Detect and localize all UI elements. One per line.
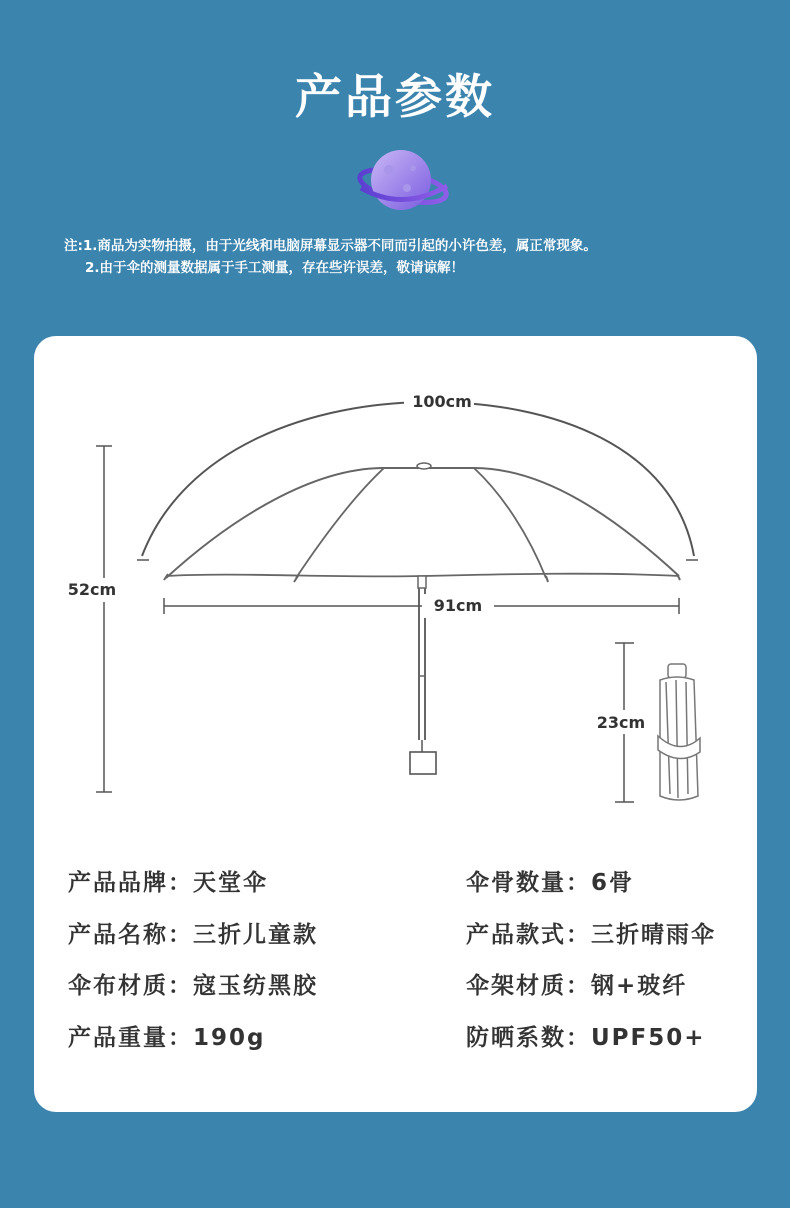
- notes: [64, 235, 764, 279]
- spec-uv: [466, 1023, 706, 1055]
- spec-fabric-label: 伞布材质：: [68, 973, 193, 999]
- spec-ribs-value: 6骨: [591, 870, 635, 896]
- spec-style: [466, 920, 716, 952]
- arc-length-label: 100cm: [412, 392, 472, 411]
- spec-weight: [68, 1023, 265, 1055]
- note-line-2: 2.由于伞的测量数据属于手工测量，存在些许误差，敬请谅解！: [85, 260, 465, 276]
- spec-uv-label: 防晒系数：: [466, 1025, 591, 1051]
- spec-name-value: 三折儿童款: [193, 922, 318, 948]
- canopy-outline: [166, 468, 679, 578]
- spec-fabric: [68, 971, 318, 1003]
- planet-icon: [355, 146, 451, 216]
- folded-length-label: 23cm: [596, 713, 646, 732]
- spec-brand-label: 产品品牌：: [68, 870, 193, 896]
- spec-style-label: 产品款式：: [466, 922, 591, 948]
- spec-brand-value: 天堂伞: [193, 870, 268, 896]
- handle: [410, 752, 436, 774]
- spec-frame-value: 钢+玻纤: [591, 973, 688, 999]
- page-title: 产品参数: [295, 70, 495, 125]
- canopy-rib-right: [474, 468, 546, 578]
- arc-measure-line: [142, 402, 694, 556]
- spec-name: [68, 920, 318, 952]
- spec-weight-label: 产品重量：: [68, 1025, 193, 1051]
- spec-style-value: 三折晴雨伞: [591, 922, 716, 948]
- folded-umbrella: [658, 664, 700, 800]
- spec-name-label: 产品名称：: [68, 922, 193, 948]
- spec-card: [34, 336, 757, 1112]
- spec-fabric-value: 寇玉纺黑胶: [193, 973, 318, 999]
- spec-weight-value: 190g: [193, 1025, 266, 1051]
- spec-ribs-label: 伞骨数量：: [466, 870, 591, 896]
- shaft-top: [418, 576, 426, 588]
- spec-brand: [68, 868, 268, 900]
- height-label: 52cm: [67, 580, 117, 599]
- spec-frame-label: 伞架材质：: [466, 973, 591, 999]
- canopy-top-cap: [417, 463, 431, 469]
- spec-uv-value: UPF50+: [591, 1025, 706, 1051]
- spec-ribs: [466, 868, 634, 900]
- umbrella-diagram: [34, 336, 757, 816]
- spec-frame: [466, 971, 687, 1003]
- note-line-1: 注:1.商品为实物拍摄，由于光线和电脑屏幕显示器不同而引起的小许色差，属正常现象。: [64, 238, 597, 254]
- width-label: 91cm: [433, 596, 483, 615]
